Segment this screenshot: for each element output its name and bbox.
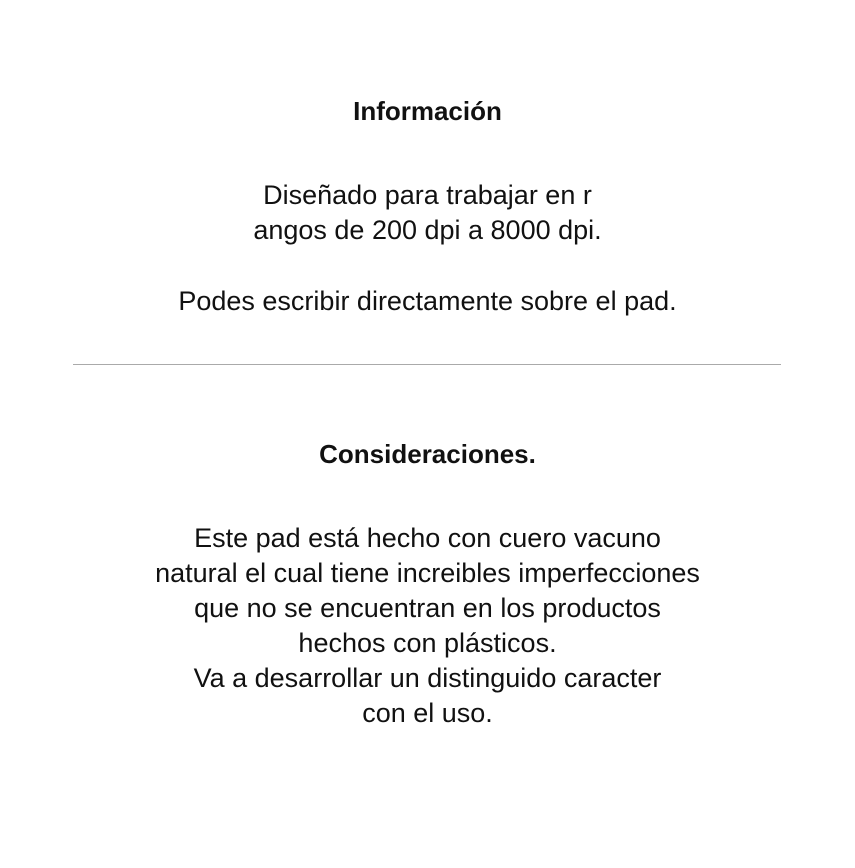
text-line: que no se encuentran en los productos xyxy=(194,593,661,623)
text-line: Este pad está hecho con cuero vacuno xyxy=(194,523,661,553)
considerations-heading: Consideraciones. xyxy=(319,439,536,469)
info-description xyxy=(0,178,855,248)
text-line: natural el cual tiene increibles imperfecciones xyxy=(155,558,700,588)
info-heading: Información xyxy=(353,96,502,126)
text-line: Va a desarrollar un distinguido caracter xyxy=(193,663,662,693)
info-note: Podes escribir directamente sobre el pad. xyxy=(178,286,677,316)
text-line: con el uso. xyxy=(362,698,493,728)
divider xyxy=(73,364,781,365)
considerations-text xyxy=(0,521,855,731)
text-line: Diseñado para trabajar en r xyxy=(263,180,592,210)
text-line: hechos con plásticos. xyxy=(298,628,557,658)
text-line: angos de 200 dpi a 8000 dpi. xyxy=(253,215,602,245)
